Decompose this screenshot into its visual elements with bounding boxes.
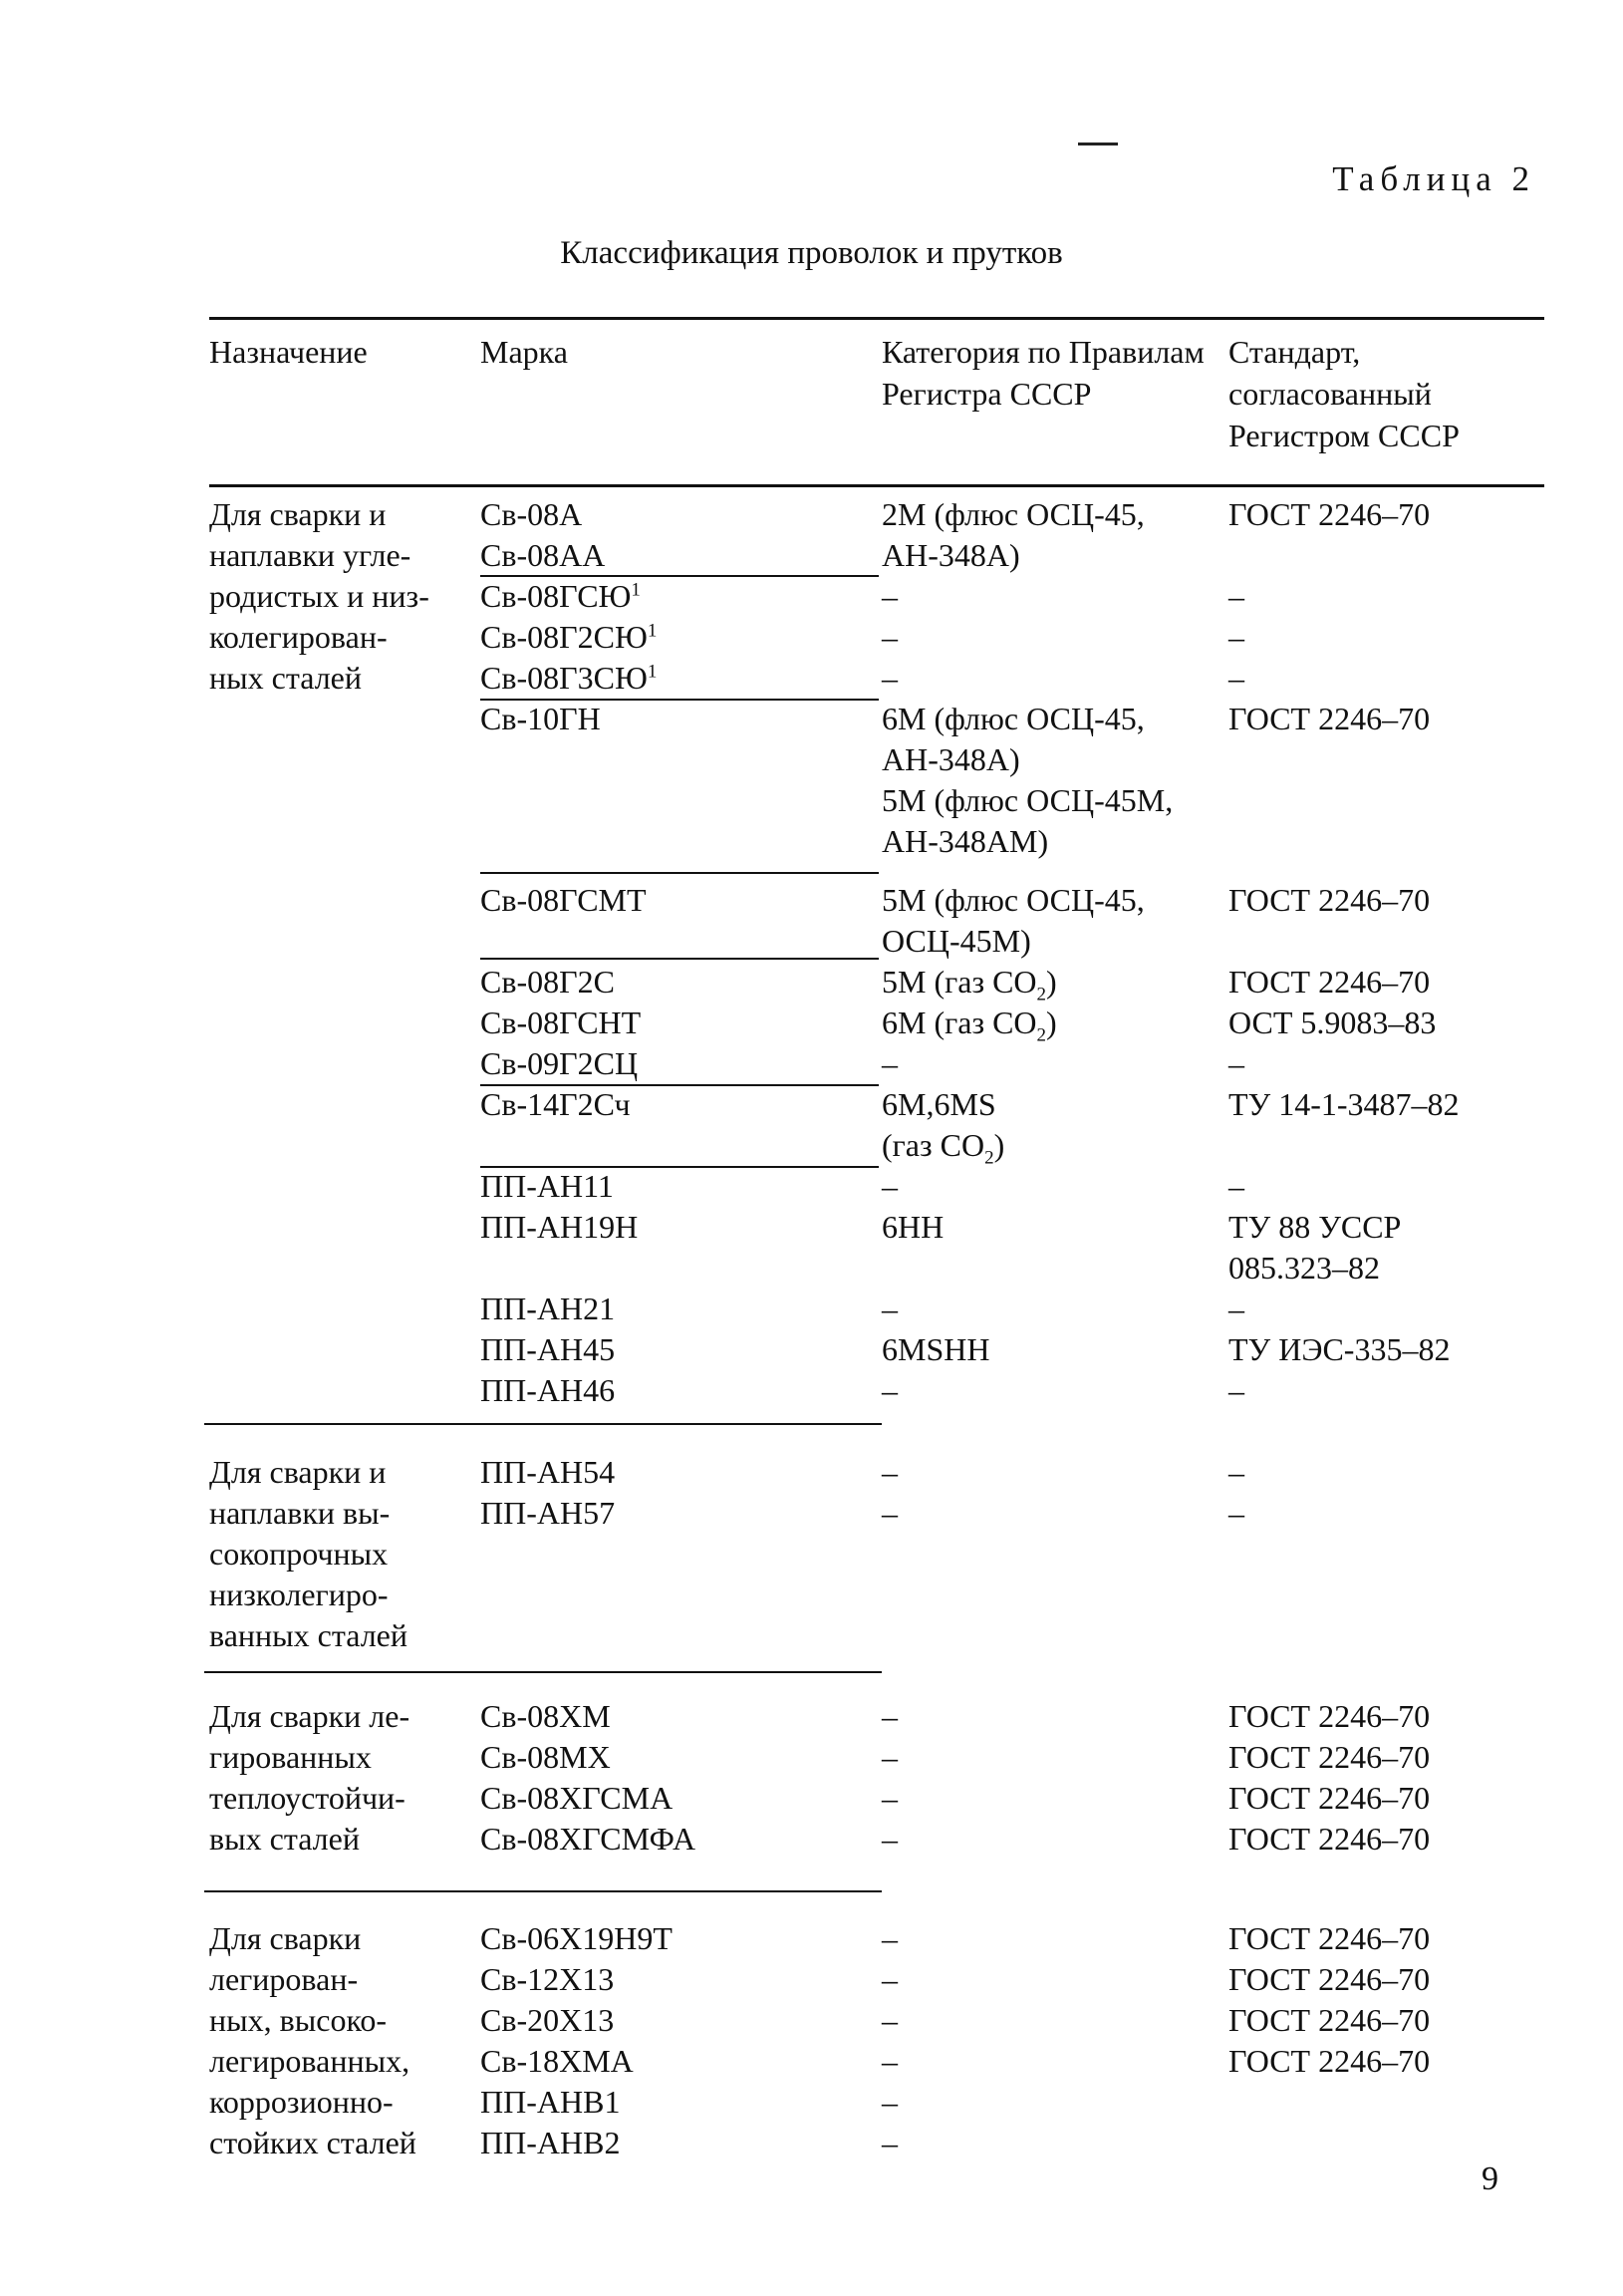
- standard-cell: ГОСТ 2246–70: [1228, 1821, 1431, 1857]
- category-text: –: [882, 1045, 898, 1081]
- row-separator-rule: [204, 1671, 882, 1673]
- category-text: –: [882, 2084, 898, 2120]
- grade-cell: [480, 1084, 869, 1125]
- grade-text: Св-06Х19Н9Т: [480, 1920, 673, 1956]
- grade-text: Св-08ГСНТ: [480, 1004, 642, 1040]
- category-cell: [882, 1329, 1220, 1370]
- grade-cell: [480, 2041, 869, 2082]
- grade-cell: [480, 699, 869, 739]
- standard-cell: –: [1228, 619, 1244, 655]
- grade-text: Св-08ХМ: [480, 1698, 611, 1734]
- grade-cell: [480, 1207, 869, 1248]
- category-cell: [882, 1207, 1220, 1248]
- grade-cell: [480, 2000, 869, 2041]
- header-bottom-rule: [209, 484, 1544, 487]
- grade-cell: [480, 1696, 869, 1737]
- standard-cell: –: [1228, 578, 1244, 614]
- standard-cell: ТУ ИЭС-335–82: [1228, 1331, 1451, 1367]
- category-text: АН-348А): [882, 537, 1020, 573]
- grade-cell: [480, 535, 869, 576]
- subscript-text: 2: [1036, 984, 1047, 1005]
- grade-cell: [480, 2123, 869, 2163]
- grade-cell: [480, 576, 869, 617]
- category-text: 6НН: [882, 1209, 945, 1245]
- category-cell: [882, 1370, 1220, 1411]
- grade-cell: [480, 1289, 869, 1329]
- category-cell: [882, 1003, 1220, 1046]
- category-text: –: [882, 2002, 898, 2038]
- category-text: –: [882, 1372, 898, 1408]
- grade-text: Св-08МХ: [480, 1739, 611, 1775]
- grade-text: ПП-АН45: [480, 1331, 616, 1367]
- standard-cell: –: [1228, 1495, 1244, 1531]
- grade-cell: [480, 1819, 869, 1860]
- standard-cell: ТУ 88 УССР 085.323–82: [1228, 1209, 1402, 1286]
- category-cell: [882, 1737, 1220, 1778]
- footnote-mark: 1: [647, 661, 658, 683]
- grade-cell: [480, 2082, 869, 2123]
- category-cell: [882, 2041, 1220, 2082]
- category-cell: [882, 1084, 1220, 1169]
- grade-cell: [480, 1918, 869, 1959]
- category-cell: [882, 1493, 1220, 1534]
- subscript-text: 2: [1036, 1024, 1047, 1046]
- grade-cell: [480, 658, 869, 699]
- purpose-cell: Для сварки и наплавки вы- сокопрочных низколегиро- ванных сталей: [209, 1454, 407, 1653]
- row-separator-rule: [480, 958, 879, 960]
- category-text: –: [882, 1780, 898, 1816]
- row-separator-rule: [480, 872, 879, 874]
- grade-text: Св-08Г3СЮ: [480, 660, 648, 696]
- standard-cell: –: [1228, 1372, 1244, 1408]
- standard-cell: –: [1228, 1045, 1244, 1081]
- category-text: –: [882, 619, 898, 655]
- standard-cell: –: [1228, 1168, 1244, 1204]
- grade-cell: [480, 880, 869, 921]
- category-cell: [882, 1043, 1220, 1084]
- category-text: 6М (флюс ОСЦ-45, АН-348А) 5М (флюс ОСЦ-45М, АН-348АМ): [882, 701, 1174, 859]
- grade-cell: [480, 1329, 869, 1370]
- grade-text: Св-20Х13: [480, 2002, 615, 2038]
- category-text: –: [882, 1698, 898, 1734]
- category-cell: [882, 962, 1220, 1003]
- grade-cell: [480, 1452, 869, 1493]
- table-label: Таблица 2: [1332, 159, 1535, 198]
- purpose-cell: Для сварки легирован- ных, высоко- легированных, коррозионно- стойких сталей: [209, 1920, 416, 2160]
- grade-text: Св-09Г2СЦ: [480, 1045, 639, 1081]
- grade-cell: [480, 1493, 869, 1534]
- grade-cell: [480, 617, 869, 658]
- grade-text: Св-08А: [480, 496, 583, 532]
- page-number: 9: [1482, 2160, 1498, 2197]
- category-text: 2М (флюс ОСЦ-45,: [882, 496, 1145, 532]
- standard-cell: –: [1228, 1454, 1244, 1490]
- category-cell: [882, 1696, 1220, 1737]
- table-title: Классификация проволок и прутков: [560, 235, 1063, 271]
- category-text: –: [882, 1168, 898, 1204]
- grade-text: ПП-АН46: [480, 1372, 616, 1408]
- grade-text: Св-18ХМА: [480, 2043, 634, 2079]
- standard-cell: ГОСТ 2246–70: [1228, 1780, 1431, 1816]
- standard-cell: –: [1228, 660, 1244, 696]
- purpose-cell: Для сварки и наплавки угле- родистых и низ- колегирован- ных сталей: [209, 496, 429, 696]
- grade-cell: [480, 1370, 869, 1411]
- standard-cell: ГОСТ 2246–70: [1228, 1739, 1431, 1775]
- category-cell: [882, 617, 1220, 658]
- category-tail-text: ): [1046, 964, 1057, 1000]
- subscript-text: 2: [984, 1147, 994, 1169]
- category-cell: [882, 1289, 1220, 1329]
- category-cell: [882, 658, 1220, 699]
- grade-text: ПП-АН19Н: [480, 1209, 639, 1245]
- grade-text: Св-08Г2СЮ: [480, 619, 648, 655]
- standard-cell: ГОСТ 2246–70: [1228, 1961, 1431, 1997]
- grade-cell: [480, 1003, 869, 1043]
- grade-text: ПП-АН11: [480, 1168, 614, 1204]
- category-cell: [882, 2123, 1220, 2163]
- grade-text: Св-12Х13: [480, 1961, 615, 1997]
- standard-cell: ГОСТ 2246–70: [1228, 882, 1431, 918]
- category-cell: [882, 699, 1220, 862]
- grade-text: Св-08ХГСМФА: [480, 1821, 696, 1857]
- header-top-rule: [209, 317, 1544, 320]
- standard-cell: ОСТ 5.9083–83: [1228, 1004, 1437, 1040]
- category-text: –: [882, 1961, 898, 1997]
- category-text: 5М (флюс ОСЦ-45, ОСЦ-45М): [882, 882, 1145, 959]
- category-cell: [882, 880, 1220, 962]
- category-text: 6М,6MS (газ СО: [882, 1086, 996, 1163]
- category-text: –: [882, 1739, 898, 1775]
- header-grade: Марка: [480, 334, 568, 370]
- standard-cell: ГОСТ 2246–70: [1228, 2043, 1431, 2079]
- header-category: Категория по Правилам Регистра СССР: [882, 334, 1205, 412]
- category-cell: [882, 1918, 1220, 1959]
- standard-cell: ГОСТ 2246–70: [1228, 2002, 1431, 2038]
- category-text: 6М (газ СО: [882, 1004, 1037, 1040]
- category-cell: [882, 1959, 1220, 2000]
- category-cell: [882, 535, 1220, 576]
- category-cell: [882, 1778, 1220, 1819]
- grade-cell: [480, 494, 869, 535]
- grade-text: ПП-АН21: [480, 1291, 616, 1326]
- standard-cell: ГОСТ 2246–70: [1228, 964, 1431, 1000]
- category-cell: [882, 494, 1220, 535]
- grade-text: Св-14Г2Сч: [480, 1086, 631, 1122]
- standard-cell: ГОСТ 2246–70: [1228, 496, 1431, 532]
- standard-cell: ГОСТ 2246–70: [1228, 1920, 1431, 1956]
- grade-cell: [480, 1166, 869, 1207]
- grade-cell: [480, 1043, 869, 1084]
- grade-text: Св-08Г2С: [480, 964, 615, 1000]
- category-cell: [882, 2082, 1220, 2123]
- grade-text: Св-08ХГСМА: [480, 1780, 674, 1816]
- category-text: –: [882, 1495, 898, 1531]
- row-separator-rule: [204, 1423, 882, 1425]
- category-tail-text: ): [1046, 1004, 1057, 1040]
- grade-cell: [480, 1959, 869, 2000]
- standard-cell: –: [1228, 1291, 1244, 1326]
- grade-text: ПП-АНВ1: [480, 2084, 621, 2120]
- footnote-mark: 1: [647, 620, 658, 642]
- category-text: –: [882, 2125, 898, 2160]
- grade-text: Св-08ГСЮ: [480, 578, 632, 614]
- category-text: –: [882, 1454, 898, 1490]
- category-text: –: [882, 1920, 898, 1956]
- grade-text: ПП-АНВ2: [480, 2125, 621, 2160]
- category-text: –: [882, 1291, 898, 1326]
- grade-text: ПП-АН57: [480, 1495, 616, 1531]
- category-cell: [882, 1166, 1220, 1207]
- grade-text: Св-08ГСМТ: [480, 882, 647, 918]
- category-cell: [882, 2000, 1220, 2041]
- category-text: –: [882, 578, 898, 614]
- category-tail-text: ): [993, 1127, 1005, 1163]
- category-text: 6MSHH: [882, 1331, 990, 1367]
- category-text: –: [882, 1821, 898, 1857]
- category-cell: [882, 1819, 1220, 1860]
- row-separator-rule: [204, 1890, 882, 1892]
- header-purpose: Назначение: [209, 334, 368, 370]
- standard-cell: ТУ 14-1-3487–82: [1228, 1086, 1460, 1122]
- category-text: 5М (газ СО: [882, 964, 1037, 1000]
- category-text: –: [882, 2043, 898, 2079]
- grade-cell: [480, 962, 869, 1003]
- grade-text: Св-10ГН: [480, 701, 601, 736]
- grade-text: ПП-АН54: [480, 1454, 616, 1490]
- standard-cell: ГОСТ 2246–70: [1228, 701, 1431, 736]
- grade-cell: [480, 1737, 869, 1778]
- standard-cell: ГОСТ 2246–70: [1228, 1698, 1431, 1734]
- top-dash-mark: [1078, 143, 1118, 145]
- footnote-mark: 1: [631, 579, 641, 601]
- header-standard: Стандарт, согласованный Регистром СССР: [1228, 334, 1460, 453]
- purpose-cell: Для сварки ле- гированных теплоустойчи- вых сталей: [209, 1698, 410, 1857]
- grade-cell: [480, 1778, 869, 1819]
- grade-text: Св-08АА: [480, 537, 606, 573]
- category-cell: [882, 576, 1220, 617]
- category-cell: [882, 1452, 1220, 1493]
- category-text: –: [882, 660, 898, 696]
